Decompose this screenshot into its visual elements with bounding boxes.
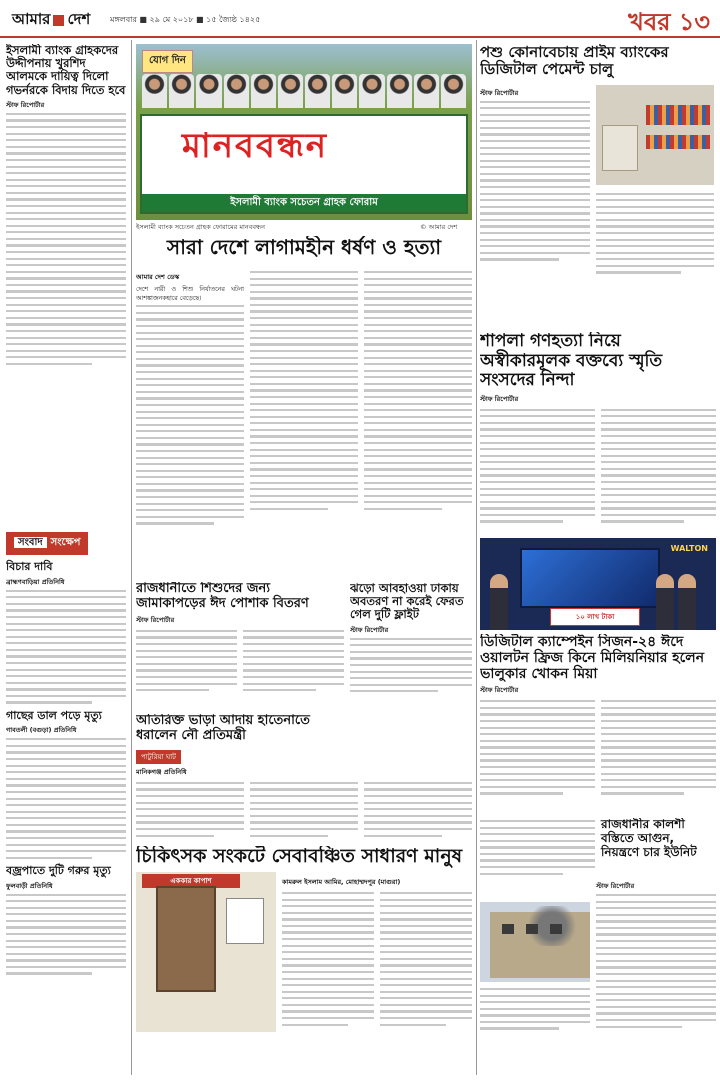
bank-booth-photo xyxy=(596,85,714,185)
story-flights xyxy=(350,582,472,710)
story-body xyxy=(480,988,590,1034)
story-headline: রাজধানীর কালশী বস্তিতে আগুন, নিয়ন্ত্রণে চার ইউনিট xyxy=(601,818,697,859)
story-byline: কামরুল ইসলাম আমির, মোহাম্মদপুর (মাগুরা) xyxy=(282,878,401,886)
brand-square-icon xyxy=(53,15,64,26)
story-byline: মানিকগঞ্জ প্রতিনিধি xyxy=(136,767,187,776)
person-figure xyxy=(490,574,508,630)
shelf-figure xyxy=(646,105,710,125)
prize-cheque: ১০ লাখ টাকা xyxy=(550,608,640,626)
window-figure xyxy=(526,924,538,934)
brand-right-text: দেশ xyxy=(67,10,91,28)
booth-figure xyxy=(602,125,638,171)
brief-body xyxy=(6,738,126,859)
story-headline: ঝড়ো আবহাওয়া ঢাকায় অবতরণ না করেই ফেরত গেল দুটি ফ্লাইট xyxy=(350,582,464,622)
story-prime-bank xyxy=(480,44,716,329)
brief-body xyxy=(6,590,126,704)
story-headline: শাপলা গণহত্যা নিয়ে অস্বীকারমূলক বক্তব্যে স্মৃতি সংসদের নিন্দা xyxy=(480,332,663,391)
story-body xyxy=(6,113,126,365)
story-doctor-crisis xyxy=(136,846,472,1036)
clinic-door xyxy=(156,886,216,992)
story-body xyxy=(364,782,472,841)
person-figure xyxy=(656,574,674,630)
brief-headline: বিচার দাবি xyxy=(6,560,53,573)
story-body xyxy=(136,630,237,696)
story-body xyxy=(601,700,716,799)
dateline: মঙ্গলবার ■ ২৯ মে ২০১৮ ■ ১৫ জ্যৈষ্ঠ ১৪২৫ xyxy=(110,15,261,24)
story-byline: স্টাফ রিপোর্টার xyxy=(480,394,519,403)
story-body xyxy=(364,271,472,510)
shelf-figure xyxy=(646,135,710,149)
masthead xyxy=(0,0,720,38)
story-body xyxy=(243,630,344,696)
story-body xyxy=(136,782,244,841)
story-headline: ইসলামী ব্যাংক গ্রাহকদের উদ্দীপনায় খুরশিদ আলমকে দায়িত্ব দিলো গভর্নরকে বিদায় দিতে হবে xyxy=(6,44,126,97)
window-figure xyxy=(502,924,514,934)
story-body xyxy=(350,638,472,693)
story-eid-dress xyxy=(136,582,344,710)
brief-byline: গাবতলী (বগুড়া) প্রতিনিধি xyxy=(6,726,77,735)
notice-paper xyxy=(226,898,264,944)
story-body xyxy=(380,892,472,1030)
story-byline: স্টাফ রিপোর্টার xyxy=(136,615,175,624)
story-byline: স্টাফ রিপোর্টার xyxy=(480,88,519,97)
story-violence xyxy=(136,236,472,576)
person-figure xyxy=(678,574,696,630)
story-body xyxy=(282,892,374,1030)
story-body xyxy=(596,894,716,1028)
story-byline: আমার দেশ ডেস্ক xyxy=(136,273,180,281)
column-divider xyxy=(131,40,132,1075)
story-walton xyxy=(480,634,716,814)
story-headline: ডিজিটাল ক্যাম্পেইন সিজন-২৪ ঈদে ওয়ালটন ফ্রিজ কিনে মিলিয়নিয়ার হলেন ভালুকার খোকন মিয়া xyxy=(480,634,705,683)
story-paturia xyxy=(136,714,472,842)
brief-tag-a: সংবাদ xyxy=(14,537,47,548)
news-brief-tag xyxy=(6,532,88,555)
story-body xyxy=(480,820,595,879)
banner-title: মানববন্ধন xyxy=(182,126,329,166)
brief-headline: গাছের ডাল পড়ে মৃত্যু xyxy=(6,708,102,722)
news-brief-column xyxy=(6,530,126,1035)
section-label xyxy=(610,0,720,36)
story-islami-bank xyxy=(6,44,126,374)
story-body xyxy=(601,409,716,527)
story-headline: পশু কোনাবেচায় প্রাইম ব্যাংকের ডিজিটাল পেমেন্ট চালু xyxy=(480,44,669,79)
banner-footer: ইসলামী ব্যাংক সচেতন গ্রাহক ফোরাম xyxy=(142,194,466,212)
newspaper-logo xyxy=(12,8,90,33)
window-figure xyxy=(550,924,562,934)
brief-headline: বজ্রপাতে দুটি গরুর মৃত্যু xyxy=(6,863,111,877)
story-fire-column xyxy=(480,818,716,1036)
story-headline: রাজধানীতে শিশুদের জন্য জামাকাপড়ের ঈদ পোশাক বিতরণ xyxy=(136,582,309,611)
brand-left-text: আমার xyxy=(12,10,51,28)
photo-sign: যোগ দিন xyxy=(142,50,193,73)
photo-caption: ইসলামী ব্যাংক সচেতন গ্রাহক ফোরামের মানববন্ধন xyxy=(136,223,265,231)
story-body xyxy=(480,700,595,799)
story-body xyxy=(480,101,590,261)
story-headline: সারা দেশে লাগামহীন ধর্ষণ ও হত্যা xyxy=(166,236,442,259)
story-body xyxy=(250,271,358,510)
story-lead: দেশে নারী ও শিশু নির্যাতনের ঘটনা আশঙ্কাজনকহারে বেড়েছে। xyxy=(136,286,244,303)
column-divider xyxy=(476,40,477,1075)
story-headline: অতিরিক্ত ভাড়া আদায় হাতেনাতে ধরালেন নৌ প্রতিমন্ত্রী xyxy=(136,714,310,743)
human-chain-photo xyxy=(136,44,472,220)
clinic-signboard: এককার কাপাশ xyxy=(142,874,240,888)
story-body xyxy=(250,782,358,841)
walton-event-photo xyxy=(480,538,716,630)
story-byline: স্টাফ রিপোর্টার xyxy=(480,686,519,695)
clinic-photo xyxy=(136,872,276,1032)
photo-credit: © আমার দেশ xyxy=(420,223,458,231)
fire-photo xyxy=(480,902,590,982)
story-byline: স্টাফ রিপোর্টার xyxy=(350,625,389,634)
section-page-number: খবর ১৩ xyxy=(628,7,710,36)
story-body xyxy=(480,409,595,527)
brief-tag-b: সংক্ষেপ xyxy=(50,537,81,548)
protest-banner xyxy=(140,114,468,214)
story-body xyxy=(596,193,714,279)
story-headline: চিকিৎসক সংকটে সেবাবঞ্চিত সাধারণ মানুষ xyxy=(136,846,463,867)
walton-logo: WALTON xyxy=(670,544,708,553)
brief-body xyxy=(6,894,126,975)
story-byline: স্টাফ রিপোর্টার xyxy=(596,882,635,890)
event-screen xyxy=(520,548,660,608)
brief-byline: ফুলবাড়ী প্রতিনিধি xyxy=(6,881,53,890)
brief-byline: ব্রাহ্মণবাড়িয়া প্রতিনিধি xyxy=(6,577,65,586)
story-byline: স্টাফ রিপোর্টার xyxy=(6,100,45,109)
location-tag: পাটুরিয়া ঘাট xyxy=(136,750,181,764)
crowd-figures xyxy=(136,74,472,108)
story-body xyxy=(136,305,244,524)
story-shapla xyxy=(480,332,716,530)
